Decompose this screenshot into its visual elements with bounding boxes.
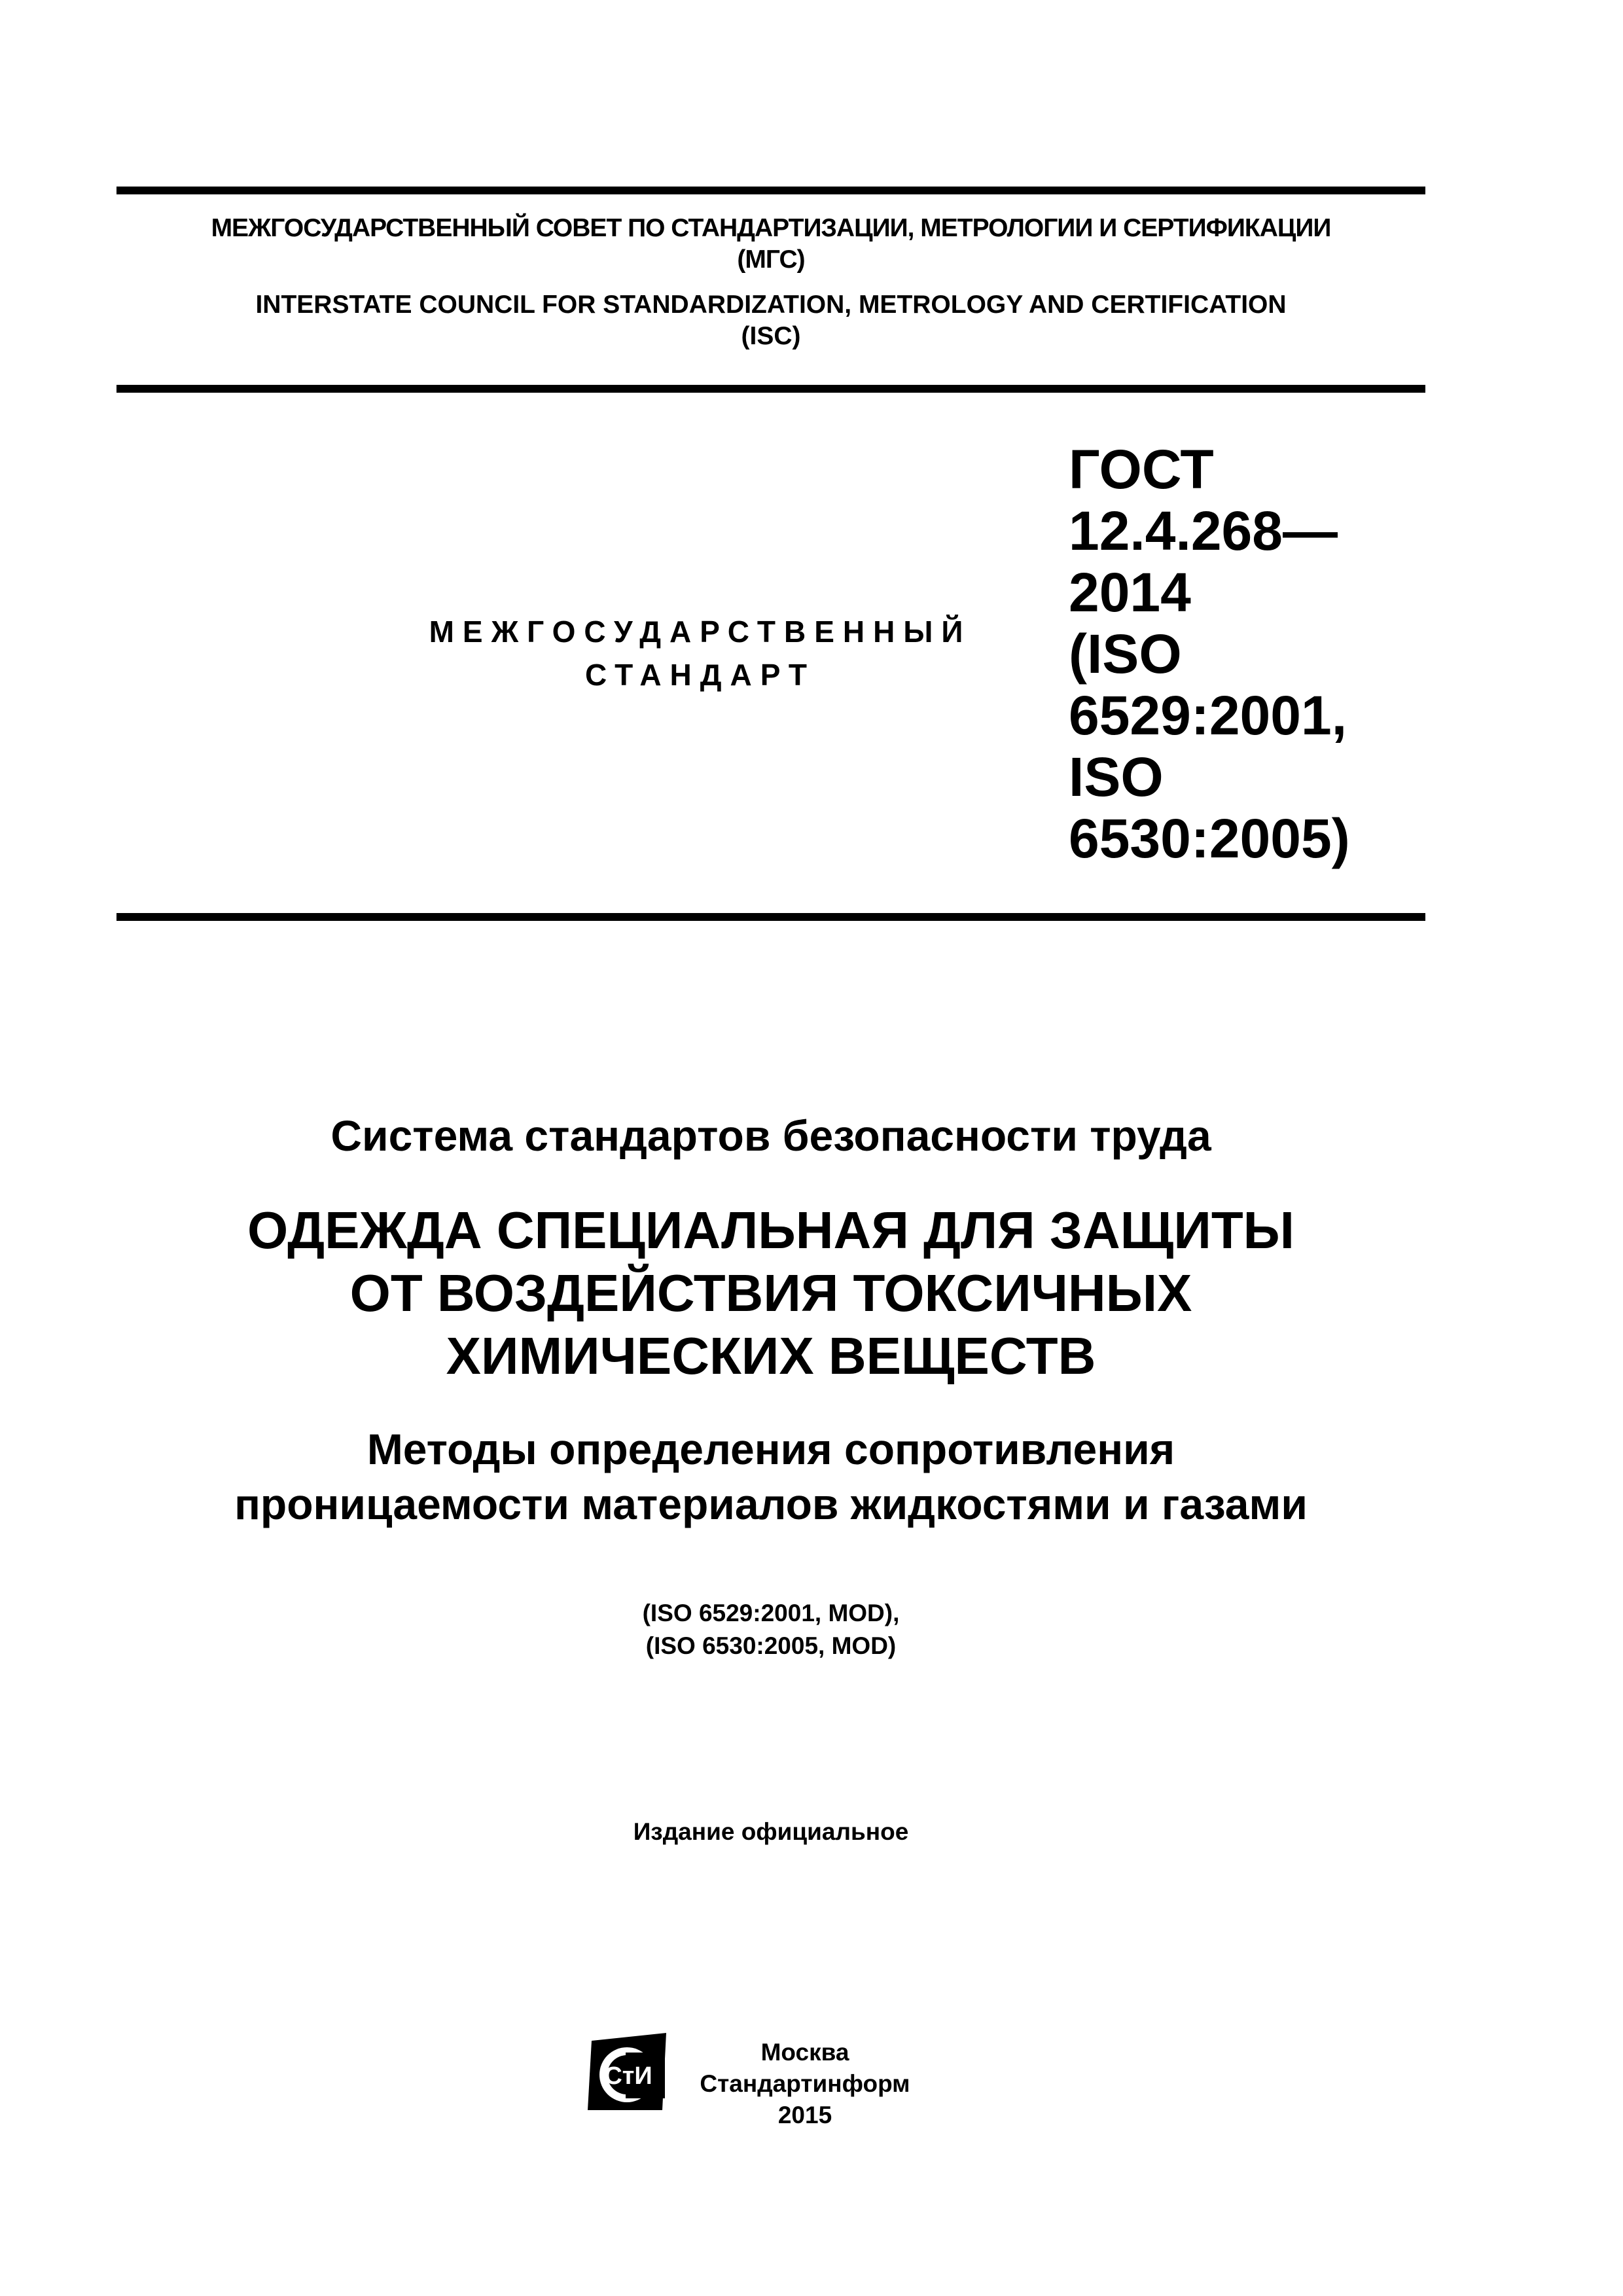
subtitle bbox=[116, 1422, 1425, 1532]
designation-line: 6529:2001, bbox=[1069, 685, 1347, 746]
publisher-logo-text: СтИ bbox=[604, 2062, 652, 2090]
designation-line: 6530:2005) bbox=[1069, 808, 1350, 869]
standard-type-line2: СТАНДАРТ bbox=[585, 658, 815, 692]
standard-type-line1: МЕЖГОСУДАРСТВЕННЫЙ bbox=[429, 615, 972, 649]
council-name-en bbox=[116, 289, 1425, 352]
designation-line: ГОСТ bbox=[1069, 439, 1214, 500]
council-ru-name: МЕЖГОСУДАРСТВЕННЫЙ СОВЕТ ПО СТАНДАРТИЗАЦИИ, МЕТРОЛОГИИ И СЕРТИФИКАЦИИ bbox=[211, 214, 1331, 242]
publisher-city: Москва bbox=[760, 2039, 849, 2066]
iso-reference: (ISO 6530:2005, MOD) bbox=[645, 1632, 897, 1659]
designation-line: 12.4.268— bbox=[1069, 500, 1338, 562]
council-en-abbr: (ISC) bbox=[741, 322, 801, 350]
top-rule bbox=[116, 187, 1425, 194]
iso-references bbox=[116, 1597, 1425, 1662]
designation-line: (ISO bbox=[1069, 623, 1182, 685]
series-title: Система стандартов безопасности труда bbox=[330, 1111, 1211, 1160]
publisher-year: 2015 bbox=[777, 2102, 832, 2128]
iso-reference: (ISO 6529:2001, MOD), bbox=[642, 1600, 900, 1626]
council-en-name: INTERSTATE COUNCIL FOR STANDARDIZATION, METROLOGY AND CERTIFICATION bbox=[255, 291, 1287, 319]
main-title-line: ОДЕЖДА СПЕЦИАЛЬНАЯ ДЛЯ ЗАЩИТЫ bbox=[247, 1201, 1294, 1259]
standard-type bbox=[419, 610, 982, 696]
main-title bbox=[116, 1199, 1425, 1388]
designation-line: 2014 bbox=[1069, 562, 1191, 623]
subtitle-line: проницаемости материалов жидкостями и газами bbox=[234, 1480, 1308, 1528]
council-ru-abbr: (МГС) bbox=[737, 245, 805, 274]
publisher-block bbox=[690, 2037, 919, 2131]
designation-line: ISO bbox=[1069, 746, 1164, 808]
edition-note: Издание официальное bbox=[633, 1818, 909, 1845]
publisher-name: Стандартинформ bbox=[700, 2070, 910, 2097]
subtitle-line: Методы определения сопротивления bbox=[366, 1425, 1175, 1473]
council-bottom-rule bbox=[116, 385, 1425, 393]
main-title-line: ОТ ВОЗДЕЙСТВИЯ ТОКСИЧНЫХ bbox=[349, 1264, 1192, 1322]
main-title-line: ХИМИЧЕСКИХ ВЕЩЕСТВ bbox=[446, 1327, 1096, 1385]
gost-designation bbox=[1069, 439, 1409, 869]
header-bottom-rule bbox=[116, 913, 1425, 921]
council-name-ru bbox=[116, 213, 1425, 276]
publisher-logo-icon bbox=[575, 2029, 679, 2114]
